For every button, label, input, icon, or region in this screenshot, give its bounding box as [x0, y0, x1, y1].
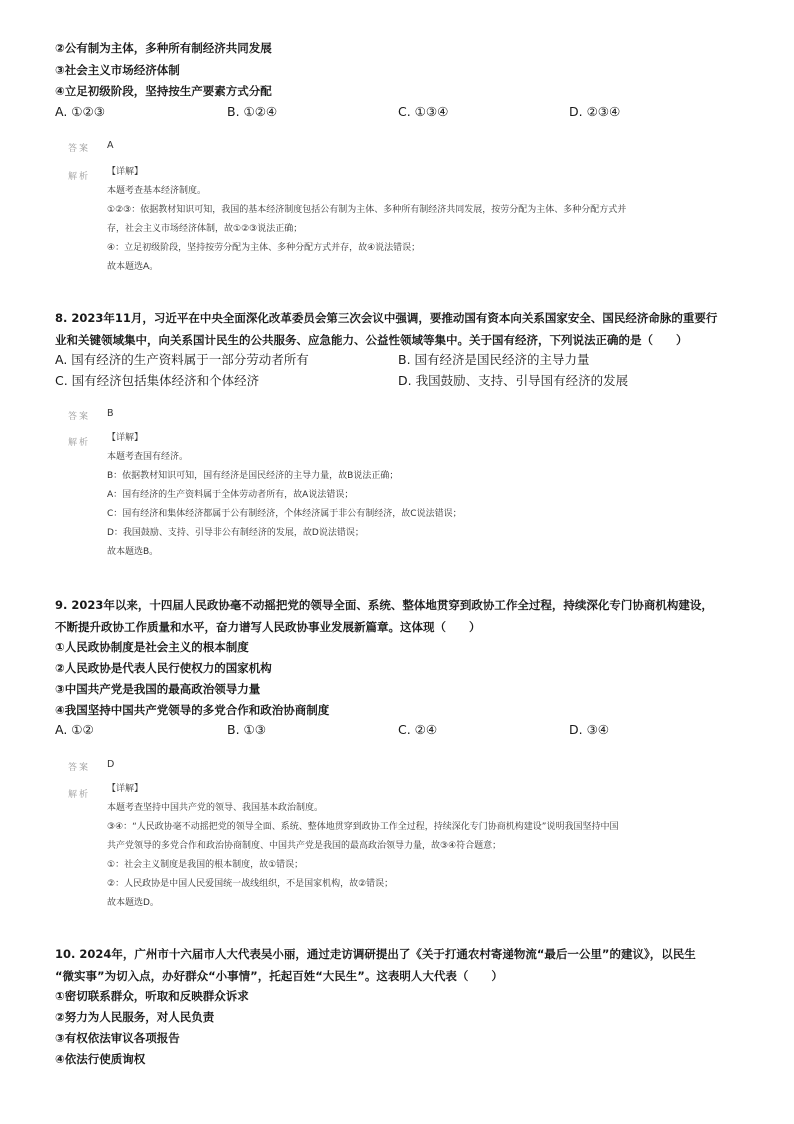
q9-question-line: 不断提升政协工作质量和水平，奋力谱写人民政协事业发展新篇章。这体现（ ） [55, 620, 481, 634]
q9-analysis-line: ②：人民政协是中国人民爱国统一战线组织，不是国家机构，故②错误； [107, 879, 394, 889]
q9-analysis-line: 共产党领导的多党合作和政治协商制度、中国共产党是我国的最高政治领导力量，故③④符合题意； [107, 841, 502, 851]
q7-answer-label: 答案 [68, 144, 91, 154]
q7-analysis-line: 【详解】 [107, 167, 144, 177]
q7-analysis-line: 存，社会主义市场经济体制，故①②③说法正确； [107, 224, 303, 234]
q8-analysis-line: D：我国鼓励、支持、引导非公有制经济的发展，故D说法错误； [107, 528, 364, 538]
q10-question [55, 943, 745, 987]
q7-analysis-line: ①②③：依据教材知识可知，我国的基本经济制度包括公有制为主体、多种所有制经济共同发展，按劳分配为主体、多种分配方式并 [107, 205, 627, 215]
q7-analysis-label: 解析 [68, 172, 91, 182]
q9-option-a[interactable]: A. ①② [55, 722, 94, 737]
q8-option-a[interactable]: A. 国有经济的生产资料属于一部分劳动者所有 [55, 352, 309, 367]
q8-question-line: 8. 2023年11月，习近平在中央全面深化改革委员会第三次会议中强调，要推动国有资本向关系国家安全、国民经济命脉的重要行 [55, 311, 718, 325]
q7-analysis-line: 故本题选A。 [107, 262, 159, 272]
q8-option-c[interactable]: C. 国有经济包括集体经济和个体经济 [55, 373, 260, 388]
q9-option-d[interactable]: D. ③④ [569, 722, 609, 737]
q7-option-a[interactable]: A. ①②③ [55, 104, 105, 119]
q10-stem-1: ①密切联系群众，听取和反映群众诉求 [55, 989, 249, 1003]
q10-stem-2: ②努力为人民服务，对人民负责 [55, 1010, 215, 1024]
q8-analysis [107, 429, 462, 562]
q9-analysis [107, 780, 618, 913]
q10-question-line: 10. 2024年，广州市十六届市人大代表吴小丽，通过走访调研提出了《关于打通农村寄递物流“最后一公里”的建议》，以民生 [55, 947, 696, 961]
q7-stem-4: ④立足初级阶段，坚持按生产要素方式分配 [55, 84, 272, 98]
q8-analysis-line: 【详解】 [107, 433, 144, 443]
q9-stem-1: ①人民政协制度是社会主义的根本制度 [55, 640, 249, 654]
q9-analysis-line: 故本题选D。 [107, 898, 159, 908]
q9-answer-label: 答案 [68, 763, 91, 773]
q7-answer-value: A [107, 140, 114, 151]
q7-stem-2: ②公有制为主体，多种所有制经济共同发展 [55, 41, 272, 55]
q8-analysis-line: 故本题选B。 [107, 547, 159, 557]
q8-question-line: 业和关键领域集中，向关系国计民生的公共服务、应急能力、公益性领域等集中。关于国有经济，下列说法正确的是（ ） [55, 333, 688, 347]
q8-answer-value: B [107, 408, 114, 419]
q8-analysis-label: 解析 [68, 438, 91, 448]
q9-analysis-line: ③④：“人民政协毫不动摇把党的领导全面、系统、整体地贯穿到政协工作全过程，持续深化专门协商机构建设”说明我国坚持中国 [107, 822, 619, 832]
q9-stem-3: ③中国共产党是我国的最高政治领导力量 [55, 682, 261, 696]
q7-option-d[interactable]: D. ②③④ [569, 104, 621, 119]
q8-analysis-line: C：国有经济和集体经济都属于公有制经济，个体经济属于非公有制经济，故C说法错误； [107, 509, 462, 519]
q9-analysis-line: 【详解】 [107, 784, 144, 794]
q8-question [55, 307, 745, 351]
q8-analysis-line: A：国有经济的生产资料属于全体劳动者所有，故A说法错误； [107, 490, 354, 500]
q9-analysis-label: 解析 [68, 790, 91, 800]
q7-stem-3: ③社会主义市场经济体制 [55, 63, 180, 77]
q8-options [55, 352, 755, 392]
q9-option-c[interactable]: C. ②④ [398, 722, 438, 737]
q9-answer-value: D [107, 759, 115, 770]
q8-option-d[interactable]: D. 我国鼓励、支持、引导国有经济的发展 [398, 373, 629, 388]
q8-analysis-line: 本题考查国有经济。 [107, 452, 189, 462]
q8-analysis-line: B：依据教材知识可知，国有经济是国民经济的主导力量，故B说法正确； [107, 471, 399, 481]
q7-option-b[interactable]: B. ①②④ [227, 104, 278, 119]
q8-answer-label: 答案 [68, 412, 91, 422]
q9-analysis-line: ①：社会主义制度是我国的根本制度，故①错误； [107, 860, 304, 870]
q9-question-line: 9. 2023年以来，十四届人民政协毫不动摇把党的领导全面、系统、整体地贯穿到政协工作全过程，持续深化专门协商机构建设， [55, 598, 713, 612]
q7-analysis-line: 本题考查基本经济制度。 [107, 186, 207, 196]
q9-question [55, 594, 745, 638]
q7-option-c[interactable]: C. ①③④ [398, 104, 449, 119]
q9-analysis-line: 本题考查坚持中国共产党的领导、我国基本政治制度。 [107, 803, 324, 813]
q8-option-b[interactable]: B. 国有经济是国民经济的主导力量 [398, 352, 590, 367]
q7-analysis-line: ④：立足初级阶段，坚持按劳分配为主体、多种分配方式并存，故④说法错误； [107, 243, 421, 253]
q9-stem-2: ②人民政协是代表人民行使权力的国家机构 [55, 661, 272, 675]
q9-stem-4: ④我国坚持中国共产党领导的多党合作和政治协商制度 [55, 703, 330, 717]
q10-stem-3: ③有权依法审议各项报告 [55, 1031, 180, 1045]
q9-option-b[interactable]: B. ①③ [227, 722, 266, 737]
q7-analysis [107, 163, 626, 277]
q10-stem-4: ④依法行使质询权 [55, 1052, 146, 1066]
q10-question-line: “微实事”为切入点，办好群众“小事情”，托起百姓“大民生”。这表明人大代表（ ） [55, 969, 503, 983]
